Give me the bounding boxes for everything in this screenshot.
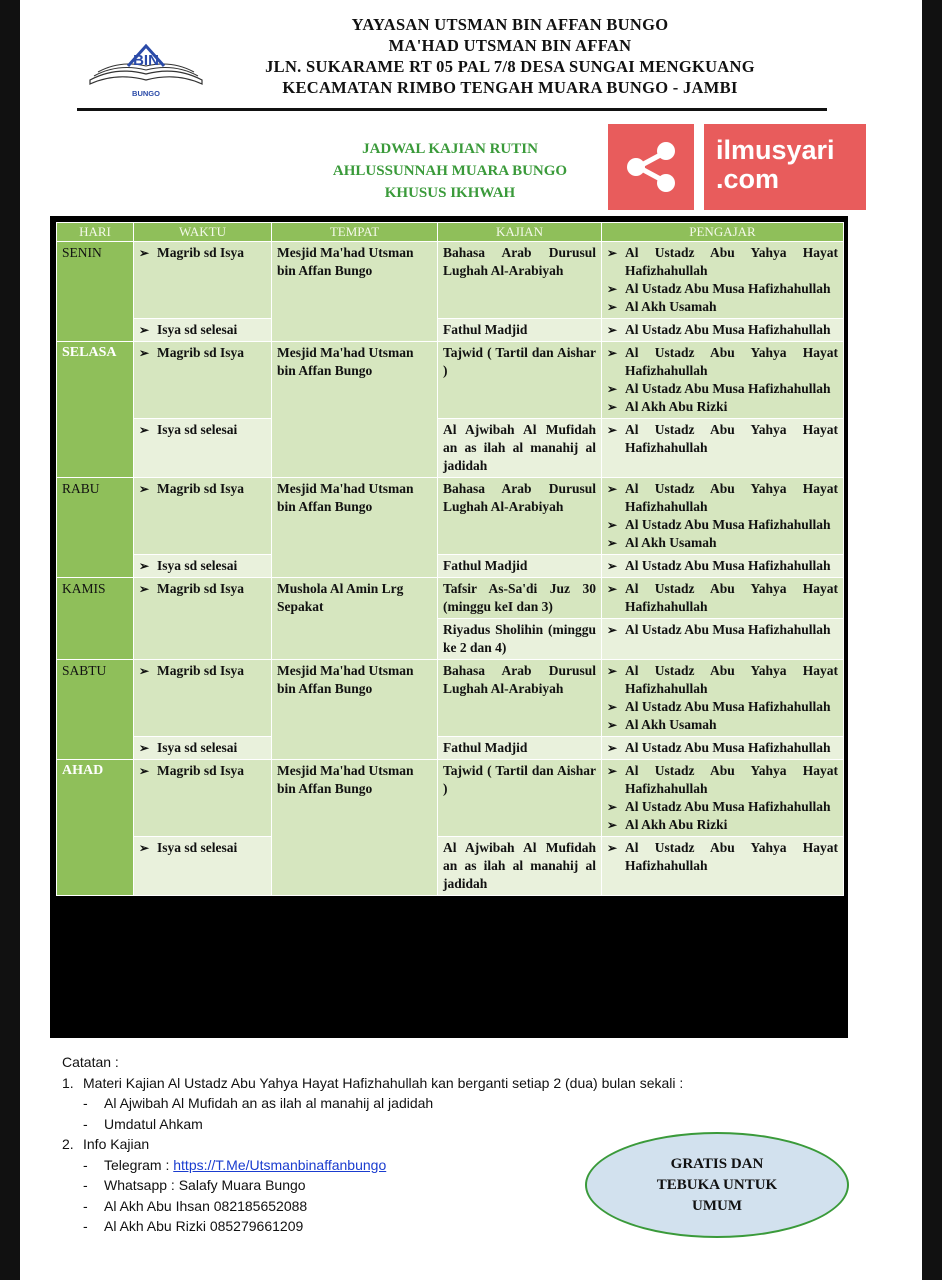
day-cell: KAMIS bbox=[57, 578, 134, 660]
study-text: Tajwid ( Tartil dan Aishar ) bbox=[443, 345, 596, 378]
place-cell bbox=[272, 660, 438, 760]
teacher-item: ➢ Al Ustadz Abu Yahya Hayat Hafizhahullah bbox=[607, 839, 838, 875]
teacher-cell bbox=[602, 760, 844, 837]
teacher-item: ➢ Al Ustadz Abu Yahya Hayat Hafizhahullah bbox=[607, 762, 838, 798]
time-text: ➢ Isya sd selesai bbox=[139, 739, 266, 757]
study-text: Al Ajwibah Al Mufidah an as ilah al manahij al jadidah bbox=[443, 840, 596, 891]
note-sub-item: - Al Akh Abu Rizki 085279661209 bbox=[83, 1218, 304, 1234]
note-sub-item: - Umdatul Ahkam bbox=[83, 1115, 203, 1132]
time-cell bbox=[134, 660, 272, 737]
teacher-item: ➢ Al Ustadz Abu Yahya Hayat Hafizhahullah bbox=[607, 580, 838, 616]
place-text: Mushola Al Amin Lrg Sepakat bbox=[277, 581, 404, 614]
place-cell bbox=[272, 578, 438, 660]
day-cell: RABU bbox=[57, 478, 134, 578]
logo-text: BIN bbox=[133, 52, 159, 69]
study-text: Riyadus Sholihin (minggu ke 2 dan 4) bbox=[443, 622, 596, 655]
title-line-2: AHLUSSUNNAH MUARA BUNGO bbox=[332, 163, 568, 179]
time-text: ➢ Isya sd selesai bbox=[139, 421, 266, 439]
study-cell bbox=[438, 737, 602, 760]
study-cell bbox=[438, 419, 602, 478]
teacher-cell bbox=[602, 737, 844, 760]
teacher-item: ➢ Al Ustadz Abu Yahya Hayat Hafizhahullah bbox=[607, 244, 838, 280]
study-text: Bahasa Arab Durusul Lughah Al-Arabiyah bbox=[443, 663, 596, 696]
time-text: ➢ Isya sd selesai bbox=[139, 321, 266, 339]
study-cell bbox=[438, 242, 602, 319]
time-text: ➢ Magrib sd Isya bbox=[139, 244, 266, 262]
teacher-item: ➢ Al Ustadz Abu Musa Hafizhahullah bbox=[607, 621, 838, 639]
note-item-1: 1. Materi Kajian Al Ustadz Abu Yahya Hayat Hafizhahullah kan berganti setiap 2 (dua) bulan sekali : bbox=[62, 1074, 684, 1091]
teacher-item: ➢ Al Ustadz Abu Musa Hafizhahullah bbox=[607, 739, 838, 757]
study-text: Al Ajwibah Al Mufidah an as ilah al manahij al jadidah bbox=[443, 422, 596, 473]
time-text: ➢ Magrib sd Isya bbox=[139, 662, 266, 680]
study-cell bbox=[438, 578, 602, 619]
time-text: ➢ Isya sd selesai bbox=[139, 839, 266, 857]
teacher-item: ➢ Al Ustadz Abu Musa Hafizhahullah bbox=[607, 516, 838, 534]
study-cell bbox=[438, 478, 602, 555]
time-text: ➢ Magrib sd Isya bbox=[139, 580, 266, 598]
time-cell bbox=[134, 342, 272, 419]
table-row bbox=[57, 478, 844, 555]
teacher-item: ➢ Al Ustadz Abu Musa Hafizhahullah bbox=[607, 798, 838, 816]
col-header-tempat: TEMPAT bbox=[272, 223, 438, 242]
yayasan-logo bbox=[86, 36, 206, 102]
study-cell bbox=[438, 619, 602, 660]
study-cell bbox=[438, 319, 602, 342]
study-cell bbox=[438, 837, 602, 896]
col-header-pengajar: PENGAJAR bbox=[602, 223, 844, 242]
day-cell: SABTU bbox=[57, 660, 134, 760]
table-row bbox=[57, 419, 844, 478]
badge-line-3: UMUM bbox=[692, 1198, 742, 1214]
teacher-item: ➢ Al Ustadz Abu Yahya Hayat Hafizhahullah bbox=[607, 662, 838, 698]
table-row bbox=[57, 737, 844, 760]
teacher-item: ➢ Al Akh Usamah bbox=[607, 298, 838, 316]
brand-line-2: .com bbox=[716, 164, 780, 194]
study-text: Bahasa Arab Durusul Lughah Al-Arabiyah bbox=[443, 481, 596, 514]
place-text: Mesjid Ma'had Utsman bin Affan Bungo bbox=[277, 245, 414, 278]
teacher-item: ➢ Al Ustadz Abu Musa Hafizhahullah bbox=[607, 321, 838, 339]
col-header-hari: HARI bbox=[57, 223, 134, 242]
free-open-badge bbox=[585, 1132, 849, 1238]
teacher-cell bbox=[602, 578, 844, 619]
teacher-cell bbox=[602, 242, 844, 319]
time-cell bbox=[134, 419, 272, 478]
time-cell bbox=[134, 737, 272, 760]
header-line-2: MA'HAD UTSMAN BIN AFFAN bbox=[388, 36, 632, 55]
teacher-cell bbox=[602, 419, 844, 478]
study-text: Fathul Madjid bbox=[443, 558, 528, 573]
table-row bbox=[57, 660, 844, 737]
place-cell bbox=[272, 242, 438, 342]
logo-subtext: BUNGO bbox=[132, 89, 160, 98]
table-header-row bbox=[57, 223, 844, 242]
place-cell bbox=[272, 342, 438, 478]
time-text: ➢ Isya sd selesai bbox=[139, 557, 266, 575]
teacher-cell bbox=[602, 319, 844, 342]
day-cell: SENIN bbox=[57, 242, 134, 342]
study-text: Fathul Madjid bbox=[443, 322, 528, 337]
brand-line-1: ilmusyari bbox=[716, 135, 835, 165]
study-cell bbox=[438, 760, 602, 837]
table-row bbox=[57, 319, 844, 342]
title-line-3: KHUSUS IKHWAH bbox=[384, 185, 516, 201]
schedule-title bbox=[300, 138, 600, 204]
teacher-cell bbox=[602, 837, 844, 896]
time-cell bbox=[134, 478, 272, 555]
teacher-item: ➢ Al Ustadz Abu Musa Hafizhahullah bbox=[607, 280, 838, 298]
teacher-cell bbox=[602, 555, 844, 578]
place-text: Mesjid Ma'had Utsman bin Affan Bungo bbox=[277, 763, 414, 796]
time-text: ➢ Magrib sd Isya bbox=[139, 762, 266, 780]
time-cell bbox=[134, 578, 272, 660]
header-divider bbox=[77, 108, 827, 111]
badge-line-2: TEBUKA UNTUK bbox=[656, 1177, 778, 1193]
note-item-2: 2. Info Kajian bbox=[62, 1136, 150, 1152]
study-text: Tafsir As-Sa'di Juz 30 (minggu keI dan 3) bbox=[443, 581, 596, 614]
teacher-item: ➢ Al Ustadz Abu Musa Hafizhahullah bbox=[607, 557, 838, 575]
place-text: Mesjid Ma'had Utsman bin Affan Bungo bbox=[277, 481, 414, 514]
teacher-item: ➢ Al Akh Abu Rizki bbox=[607, 398, 838, 416]
teacher-item: ➢ Al Ustadz Abu Yahya Hayat Hafizhahullah bbox=[607, 480, 838, 516]
note-sub-item: - Al Ajwibah Al Mufidah an as ilah al manahij al jadidah bbox=[83, 1095, 434, 1111]
badge-line-1: GRATIS DAN bbox=[670, 1156, 764, 1172]
col-header-waktu: WAKTU bbox=[134, 223, 272, 242]
time-cell bbox=[134, 555, 272, 578]
teacher-cell bbox=[602, 619, 844, 660]
time-cell bbox=[134, 760, 272, 837]
time-text: ➢ Magrib sd Isya bbox=[139, 480, 266, 498]
note-sub-item: - Al Akh Abu Ihsan 082185652088 bbox=[83, 1197, 308, 1214]
time-cell bbox=[134, 837, 272, 896]
teacher-cell bbox=[602, 478, 844, 555]
day-cell: AHAD bbox=[57, 760, 134, 896]
teacher-item: ➢ Al Akh Usamah bbox=[607, 534, 838, 552]
study-cell bbox=[438, 342, 602, 419]
place-cell bbox=[272, 760, 438, 896]
organization-header bbox=[230, 14, 790, 98]
schedule-table bbox=[56, 222, 844, 896]
note-sub-item: - Whatsapp : Salafy Muara Bungo bbox=[83, 1177, 306, 1193]
table-row bbox=[57, 242, 844, 319]
watermark-brand bbox=[704, 124, 866, 210]
place-text: Mesjid Ma'had Utsman bin Affan Bungo bbox=[277, 663, 414, 696]
teacher-item: ➢ Al Akh Abu Rizki bbox=[607, 816, 838, 834]
telegram-link[interactable]: https://T.Me/Utsmanbinaffanbungo bbox=[173, 1156, 387, 1173]
header-line-3: JLN. SUKARAME RT 05 PAL 7/8 DESA SUNGAI MENGKUANG bbox=[265, 57, 755, 76]
teacher-cell bbox=[602, 660, 844, 737]
table-row bbox=[57, 555, 844, 578]
teacher-item: ➢ Al Ustadz Abu Yahya Hayat Hafizhahullah bbox=[607, 421, 838, 457]
table-row bbox=[57, 837, 844, 896]
day-cell: SELASA bbox=[57, 342, 134, 478]
table-row bbox=[57, 342, 844, 419]
study-text: Bahasa Arab Durusul Lughah Al-Arabiyah bbox=[443, 245, 596, 278]
table-row bbox=[57, 578, 844, 619]
teacher-item: ➢ Al Ustadz Abu Musa Hafizhahullah bbox=[607, 380, 838, 398]
share-icon bbox=[608, 124, 694, 210]
study-text: Fathul Madjid bbox=[443, 740, 528, 755]
note-telegram: - Telegram : https://T.Me/Utsmanbinaffanbungo bbox=[83, 1156, 387, 1173]
teacher-item: ➢ Al Ustadz Abu Musa Hafizhahullah bbox=[607, 698, 838, 716]
col-header-kajian: KAJIAN bbox=[438, 223, 602, 242]
study-text: Tajwid ( Tartil dan Aishar ) bbox=[443, 763, 596, 796]
teacher-item: ➢ Al Ustadz Abu Yahya Hayat Hafizhahullah bbox=[607, 344, 838, 380]
time-cell bbox=[134, 242, 272, 319]
study-cell bbox=[438, 555, 602, 578]
study-cell bbox=[438, 660, 602, 737]
notes-heading: Catatan : bbox=[62, 1054, 119, 1070]
teacher-cell bbox=[602, 342, 844, 419]
time-cell bbox=[134, 319, 272, 342]
place-text: Mesjid Ma'had Utsman bin Affan Bungo bbox=[277, 345, 414, 378]
header-line-1: YAYASAN UTSMAN BIN AFFAN BUNGO bbox=[351, 15, 669, 34]
header-line-4: KECAMATAN RIMBO TENGAH MUARA BUNGO - JAMBI bbox=[282, 78, 738, 97]
title-line-1: JADWAL KAJIAN RUTIN bbox=[362, 141, 538, 157]
table-row bbox=[57, 760, 844, 837]
time-text: ➢ Magrib sd Isya bbox=[139, 344, 266, 362]
place-cell bbox=[272, 478, 438, 578]
teacher-item: ➢ Al Akh Usamah bbox=[607, 716, 838, 734]
share-button[interactable] bbox=[608, 124, 694, 210]
